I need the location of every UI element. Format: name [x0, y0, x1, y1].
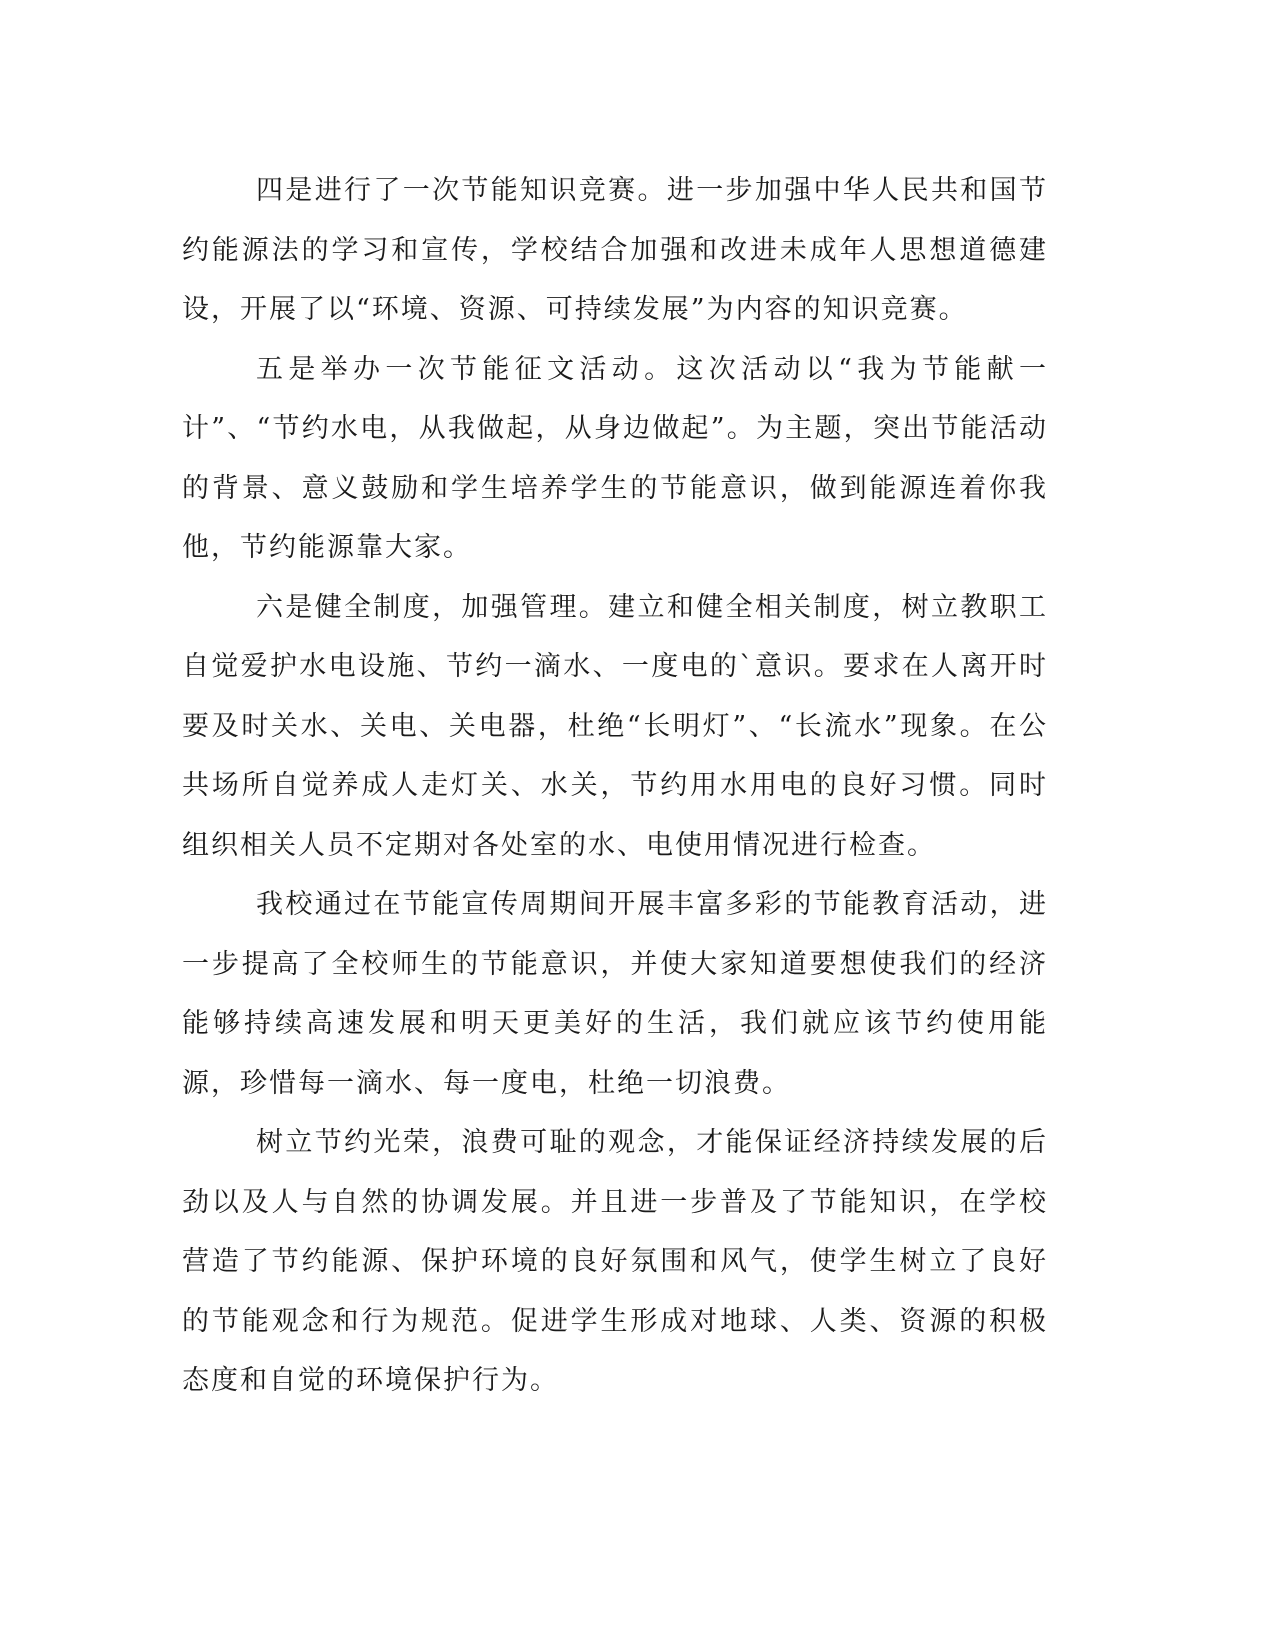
document-body	[182, 161, 1048, 1411]
paragraph-knowledge-contest: 四是进行了一次节能知识竞赛。进一步加强中华人民共和国节约能源法的学习和宣传，学校结合加强和改进未成年人思想道德建设，开展了以“环境、资源、可持续发展”为内容的知识竞赛。	[182, 175, 1048, 325]
paragraph-school-outcome: 我校通过在节能宣传周期间开展丰富多彩的节能教育活动，进一步提高了全校师生的节能意识，并使大家知道要想使我们的经济能够持续高速发展和明天更美好的生活，我们就应该节约使用能源，珍惜每一滴水、每一度电，杜绝一切浪费。	[182, 889, 1048, 1099]
paragraph-system-management: 六是健全制度，加强管理。建立和健全相关制度，树立教职工自觉爱护水电设施、节约一滴水、一度电的`意识。要求在人离开时要及时关水、关电、关电器，杜绝“长明灯”、“长流水”现象。在公共场所自觉养成人走灯关、水关，节约用水用电的良好习惯。同时组织相关人员不定期对各处室的水、电使用情况进行检查。	[182, 591, 1048, 861]
paragraph-conclusion: 树立节约光荣，浪费可耻的观念，才能保证经济持续发展的后劲以及人与自然的协调发展。并且进一步普及了节能知识，在学校营造了节约能源、保护环境的良好氛围和风气，使学生树立了良好的节能观念和行为规范。促进学生形成对地球、人类、资源的积极态度和自觉的环境保护行为。	[182, 1127, 1048, 1396]
paragraph-essay-activity: 五是举办一次节能征文活动。这次活动以“我为节能献一计”、“节约水电，从我做起，从身边做起”。为主题，突出节能活动的背景、意义鼓励和学生培养学生的节能意识，做到能源连着你我他，节约能源靠大家。	[182, 353, 1048, 563]
